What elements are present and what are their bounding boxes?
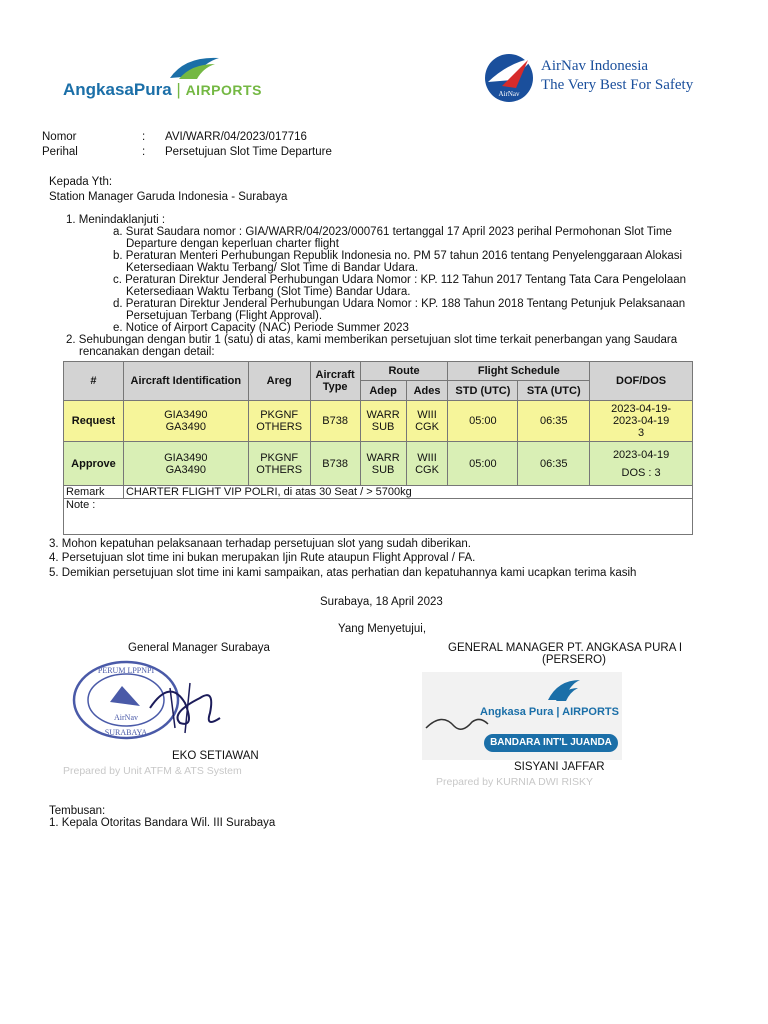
request-id-2: GA3490 (165, 421, 206, 433)
juanda-stamp-logo-icon (544, 676, 584, 704)
perihal-label: Perihal (42, 146, 78, 158)
request-aircraft-id (123, 401, 248, 442)
place-date: Surabaya, 18 April 2023 (320, 596, 443, 608)
right-signer-title-1: GENERAL MANAGER PT. ANGKASA PURA I (448, 642, 683, 654)
meta-nomor-row (42, 131, 307, 143)
juanda-stamp-logo-text: Angkasa Pura | AIRPORTS (480, 706, 619, 718)
point-1a-line-1: a. Surat Saudara nomor : GIA/WARR/04/2023/000761 tertanggal 17 April 2023 perihal Permohonan Slot Time (113, 226, 672, 238)
note-label: Note : (64, 499, 693, 535)
approve-ades-1: WIII (417, 451, 437, 464)
nomor-label: Nomor (42, 131, 77, 143)
right-signature-icon (422, 708, 492, 738)
logo-separator: | (176, 80, 181, 99)
left-signature-icon (140, 668, 240, 738)
request-ades-1: WIII (417, 409, 437, 421)
airnav-logo-text (541, 57, 693, 95)
nomor-colon: : (142, 131, 146, 143)
request-dof-1: 2023-04-19- (611, 403, 672, 415)
airnav-seal-text: AirNav (498, 90, 520, 98)
header-std: STD (UTC) (448, 381, 518, 401)
approve-dof-1: 2023-04-19 (612, 448, 670, 461)
recipient-line-1: Kepada Yth: (49, 176, 113, 188)
angkasa-pura-logo-text (63, 80, 262, 100)
point-1: 1. Menindaklanjuti : (66, 214, 166, 226)
cc-label: Tembusan: (49, 805, 106, 817)
approve-adep-1: WARR (366, 451, 400, 464)
juanda-stamp (422, 672, 622, 760)
approve-adep-2: SUB (371, 463, 395, 476)
juanda-stamp-banner: BANDARA INT'L JUANDA (484, 734, 618, 752)
logo-name-1: Angkasa (63, 80, 134, 99)
logo-airports: AIRPORTS (185, 82, 262, 98)
table-row-request (64, 401, 693, 442)
approve-aircraft-id (123, 442, 248, 486)
request-sta: 06:35 (518, 401, 590, 442)
request-type: B738 (310, 401, 360, 442)
remark-label: Remark (64, 486, 124, 499)
stamp-top-text: PERUM LPPNPI (97, 666, 155, 675)
approve-adep (360, 442, 406, 486)
stamp-center-text: AirNav (114, 713, 138, 722)
point-1d-line-2: Persetujuan Terbang (Flight Approval). (126, 310, 323, 322)
header-ades: Ades (406, 381, 448, 401)
request-dof-3: 3 (638, 427, 645, 439)
header-num: # (64, 362, 124, 401)
point-5: 5. Demikian persetujuan slot time ini kami sampaikan, atas perhatian dan kepatuhannya kami ucapkan terima kasih (49, 567, 637, 579)
approve-sta: 06:35 (518, 442, 590, 486)
approve-ades-2: CGK (415, 463, 439, 476)
header-flight-schedule: Flight Schedule (448, 362, 590, 381)
recipient-line-2: Station Manager Garuda Indonesia - Surabaya (49, 191, 288, 203)
slot-schedule-table (63, 361, 693, 535)
approve-areg (248, 442, 310, 486)
request-dof (590, 401, 693, 442)
request-areg-1: PKGNF (260, 409, 299, 421)
request-adep-2: SUB (371, 421, 395, 433)
approve-areg-2: OTHERS (256, 463, 303, 476)
point-1b-line-1: b. Peraturan Menteri Perhubungan Republik Indonesia no. PM 57 tahun 2016 tentang Penyelenggaraan Alokasi (113, 250, 683, 262)
point-3: 3. Mohon kepatuhan pelaksanaan terhadap persetujuan slot yang sudah diberikan. (49, 538, 471, 550)
point-1c-line-2: Ketersediaan Waktu Terbang (Slot Time) Bandar Udara. (126, 286, 411, 298)
nomor-value: AVI/WARR/04/2023/017716 (165, 131, 307, 143)
right-signer-name: SISYANI JAFFAR (514, 761, 605, 773)
approve-dof (590, 442, 693, 486)
point-1c-line-1: c. Peraturan Direktur Jenderal Perhubungan Udara Nomor : KP. 112 Tahun 2017 Tentang Tata Cara Pengelolaan (113, 274, 687, 286)
header-areg: Areg (248, 362, 310, 401)
left-prepared-by: Prepared by Unit ATFM & ATS System (63, 765, 242, 777)
left-signer-name: EKO SETIAWAN (172, 750, 259, 762)
approval-text: Yang Menyetujui, (338, 623, 427, 635)
left-signer-title: General Manager Surabaya (128, 642, 270, 654)
perihal-colon: : (142, 146, 146, 158)
table-row-note (64, 499, 693, 535)
header-sta: STA (UTC) (518, 381, 590, 401)
table-row-remark (64, 486, 693, 499)
request-label: Request (64, 401, 124, 442)
stamp-bottom-text: SURABAYA (104, 728, 148, 737)
request-ades (406, 401, 448, 442)
header-aircraft-type: Aircraft Type (310, 362, 360, 401)
airnav-logo-icon (482, 52, 538, 104)
remark-value: CHARTER FLIGHT VIP POLRI, di atas 30 Seat / > 5700kg (123, 486, 692, 499)
point-2-line-2: rencanakan dengan detail: (79, 346, 215, 358)
point-4: 4. Persetujuan slot time ini bukan merupakan Ijin Rute ataupun Flight Approval / FA. (49, 552, 476, 564)
logo-name-2: Pura (133, 80, 172, 99)
request-id-1: GIA3490 (164, 409, 208, 421)
point-1a-line-2: Departure dengan keperluan charter flight (126, 238, 339, 250)
request-dof-2: 2023-04-19 (612, 415, 670, 427)
airnav-tagline: The Very Best For Safety (541, 77, 694, 93)
right-signer-title-2: (PERSERO) (542, 654, 606, 666)
approve-label: Approve (64, 442, 124, 486)
point-2-line-1: 2. Sehubungan dengan butir 1 (satu) di atas, kami memberikan persetujuan slot time terkait penerbangan yang Saudara (66, 334, 678, 346)
cc-item-1: 1. Kepala Otoritas Bandara Wil. III Surabaya (49, 817, 276, 829)
approve-dof-2: DOS : 3 (621, 466, 661, 479)
perihal-value: Persetujuan Slot Time Departure (165, 146, 332, 158)
approve-id-1: GIA3490 (164, 451, 208, 464)
airnav-name: AirNav Indonesia (541, 58, 649, 74)
header-adep: Adep (360, 381, 406, 401)
approve-areg-1: PKGNF (260, 451, 299, 464)
header-route: Route (360, 362, 448, 381)
request-adep (360, 401, 406, 442)
point-1b-line-2: Ketersediaan Waktu Terbang/ Slot Time di Bandar Udara. (126, 262, 419, 274)
approve-ades (406, 442, 448, 486)
request-adep-1: WARR (366, 409, 400, 421)
request-ades-2: CGK (415, 421, 439, 433)
approve-std: 05:00 (448, 442, 518, 486)
header-dof-dos: DOF/DOS (590, 362, 693, 401)
point-1d-line-1: d. Peraturan Direktur Jenderal Perhubungan Udara Nomor : KP. 188 Tahun 2018 Tentang Petunjuk Pelaksanaan (113, 298, 686, 310)
meta-perihal-row (42, 146, 332, 158)
table-row-approve (64, 442, 693, 486)
angkasa-pura-logo-icon (165, 52, 225, 82)
approve-id-2: GA3490 (165, 463, 206, 476)
request-std: 05:00 (448, 401, 518, 442)
request-areg (248, 401, 310, 442)
right-prepared-by: Prepared by KURNIA DWI RISKY (436, 776, 593, 788)
header-aircraft-id: Aircraft Identification (123, 362, 248, 401)
point-1e: e. Notice of Airport Capacity (NAC) Periode Summer 2023 (113, 322, 409, 334)
approve-type: B738 (310, 442, 360, 486)
request-areg-2: OTHERS (256, 421, 303, 433)
